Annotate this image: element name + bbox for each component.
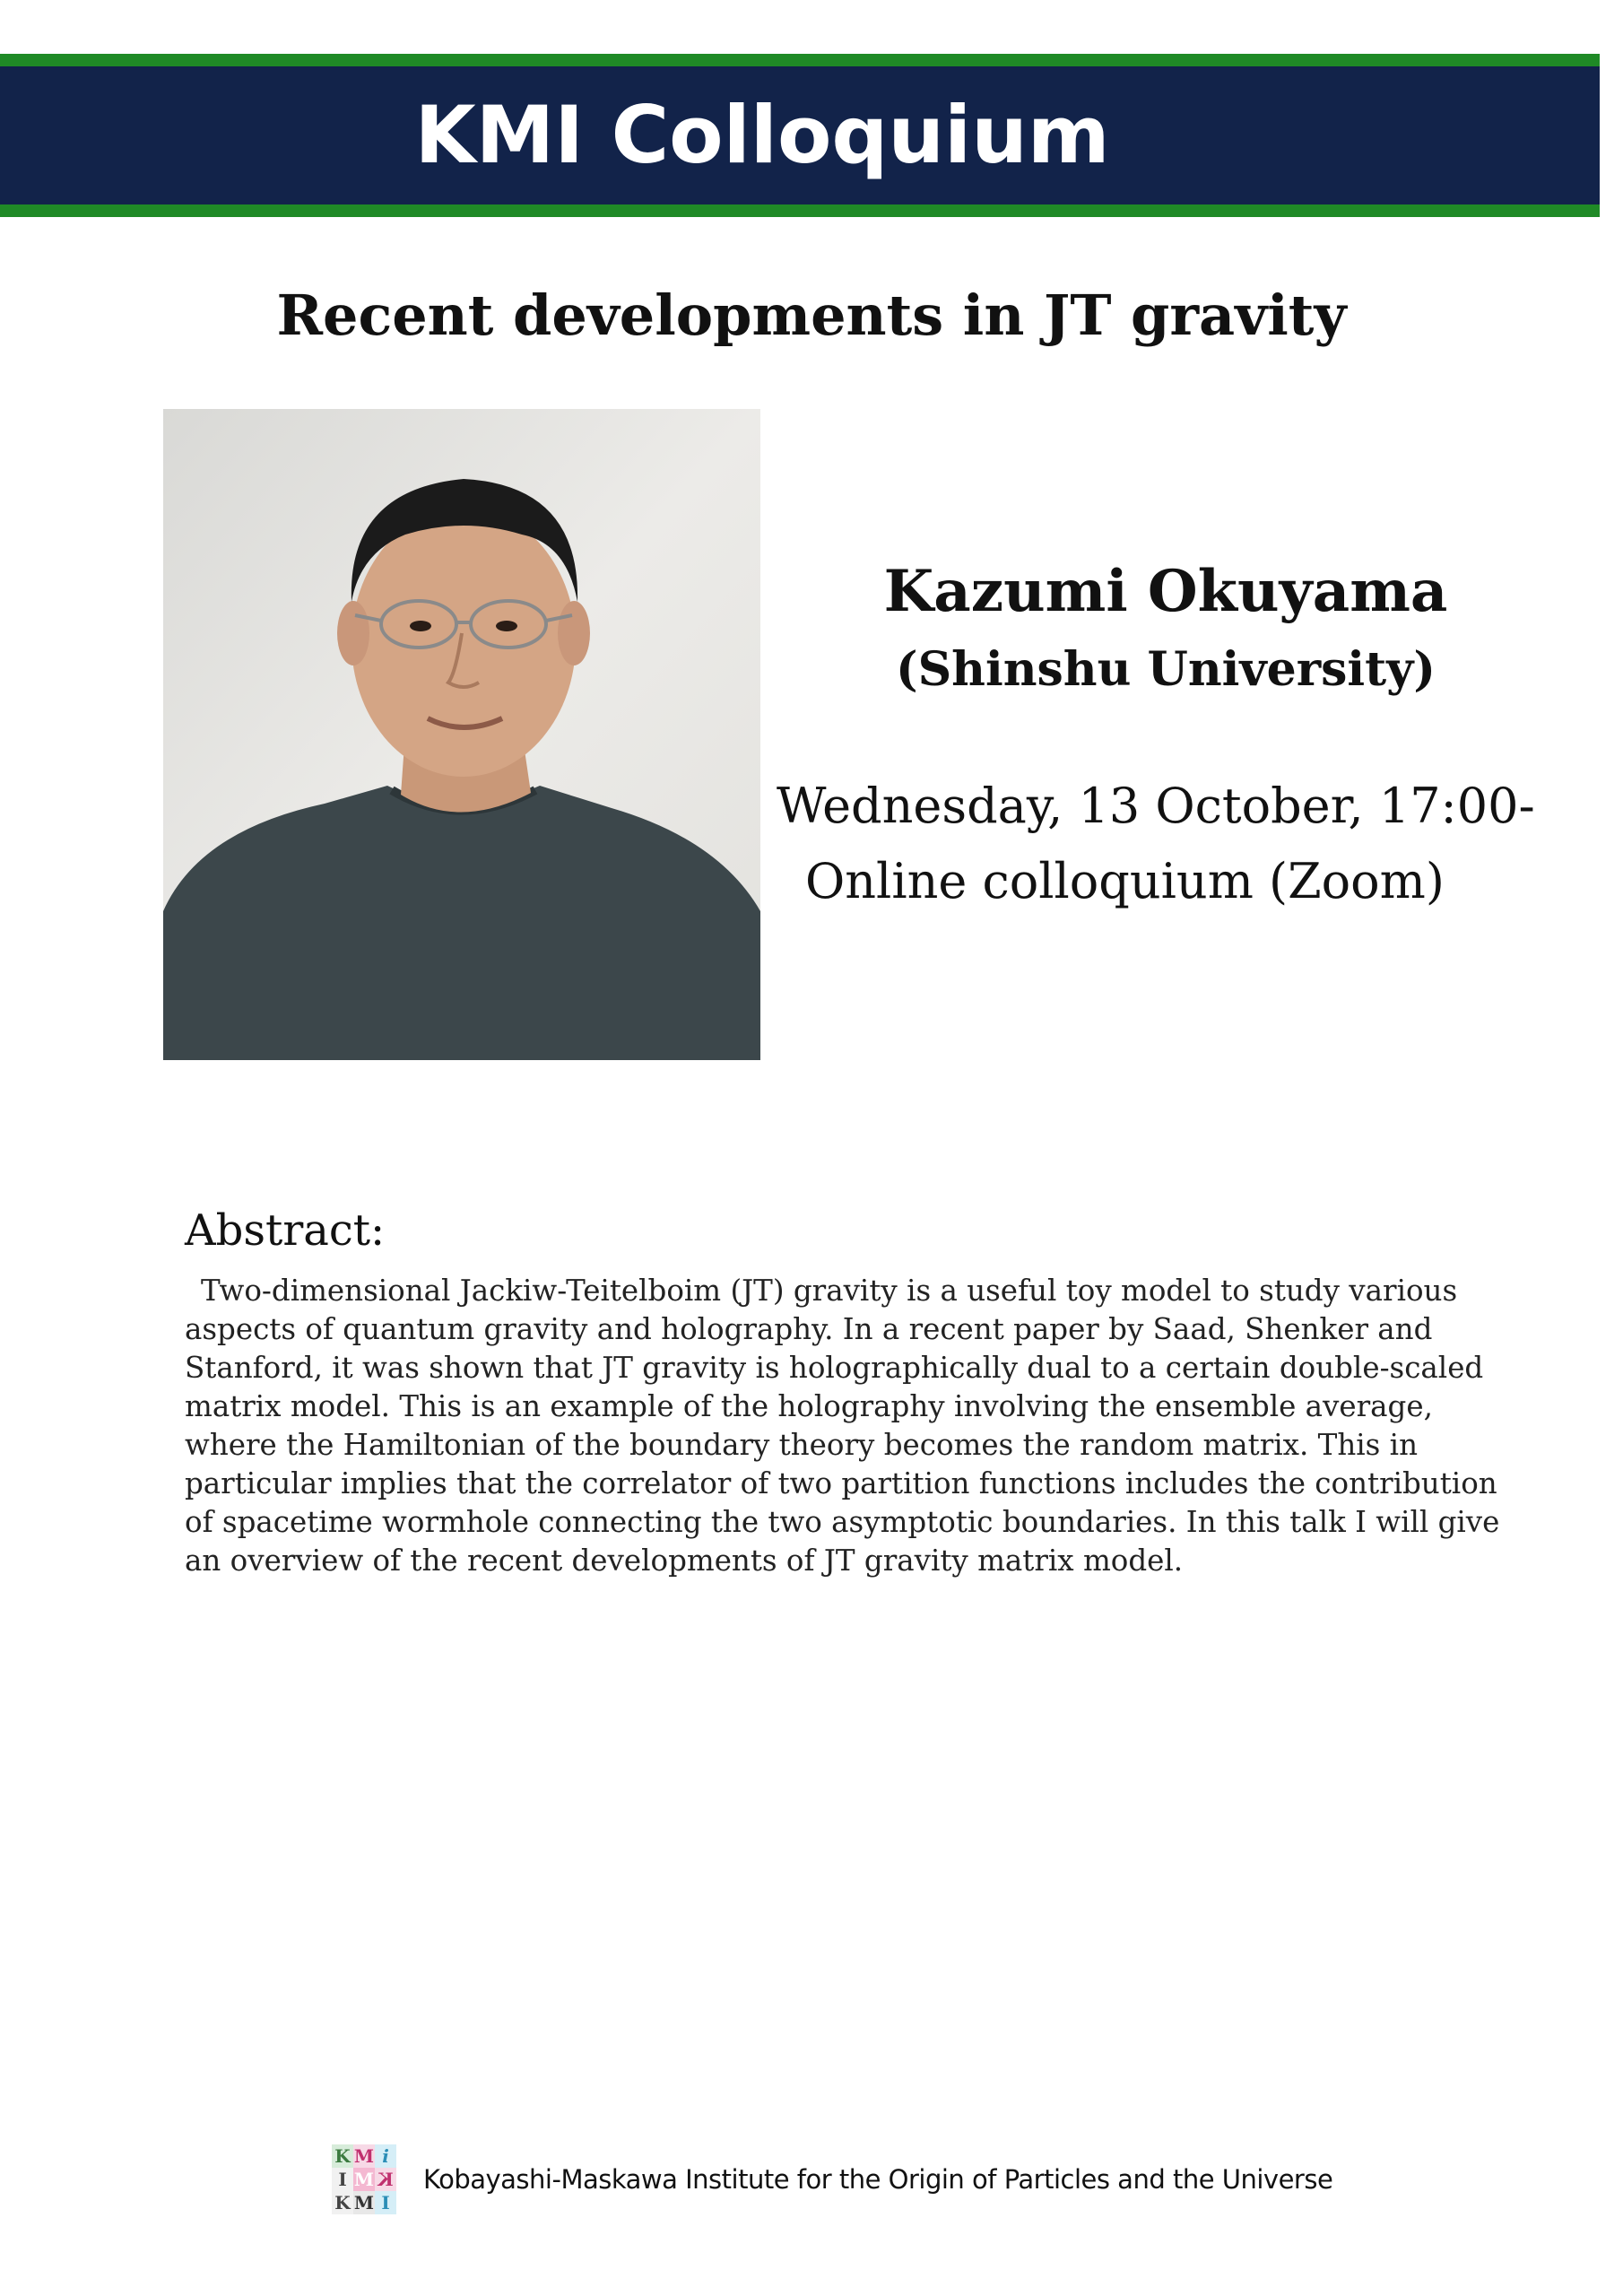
speaker-portrait-illustration bbox=[163, 409, 760, 1060]
speaker-photo bbox=[163, 409, 760, 1060]
event-date: Wednesday, 13 October, 17:00- bbox=[777, 778, 1535, 834]
logo-letter: M bbox=[353, 2169, 375, 2190]
logo-letter: i bbox=[375, 2144, 396, 2168]
header-band bbox=[0, 54, 1600, 217]
abstract-body: Two-dimensional Jackiw-Teitelboim (JT) gravity is a useful toy model to study various aspects of quantum gravity and holography. In a recent paper by Saad, Shenker and Stanford, it was shown that JT gravity is holographically dual to a certain double-scaled matrix model. This is an example of the holography involving the ensemble average, where the Hamiltonian of the boundary theory becomes the random matrix. This in particular implies that the correlator of two partition functions includes the contribution of spacetime wormhole connecting the two asymptotic boundaries. In this talk I will give an overview of the recent developments of JT gravity matrix model. bbox=[185, 1274, 1500, 1578]
talk-title: Recent developments in JT gravity bbox=[276, 283, 1347, 348]
kmi-logo-icon bbox=[332, 2144, 396, 2214]
logo-letter: I bbox=[375, 2191, 396, 2214]
abstract-heading: Abstract: bbox=[185, 1205, 386, 1256]
footer bbox=[332, 2144, 1332, 2215]
logo-letter: M bbox=[353, 2192, 375, 2213]
logo-letter: K bbox=[375, 2168, 396, 2191]
logo-letter: M bbox=[353, 2145, 375, 2167]
speaker-affiliation: (Shinshu University) bbox=[896, 642, 1436, 697]
logo-letter: K bbox=[332, 2144, 353, 2168]
event-venue: Online colloquium (Zoom) bbox=[805, 853, 1445, 909]
speaker-name: Kazumi Okuyama bbox=[883, 558, 1448, 625]
institute-name: Kobayashi-Maskawa Institute for the Origin of Particles and the Universe bbox=[423, 2164, 1333, 2195]
page-title: KMI Colloquium bbox=[414, 89, 1110, 181]
logo-letter: I bbox=[332, 2168, 353, 2191]
logo-letter: K bbox=[332, 2191, 353, 2214]
